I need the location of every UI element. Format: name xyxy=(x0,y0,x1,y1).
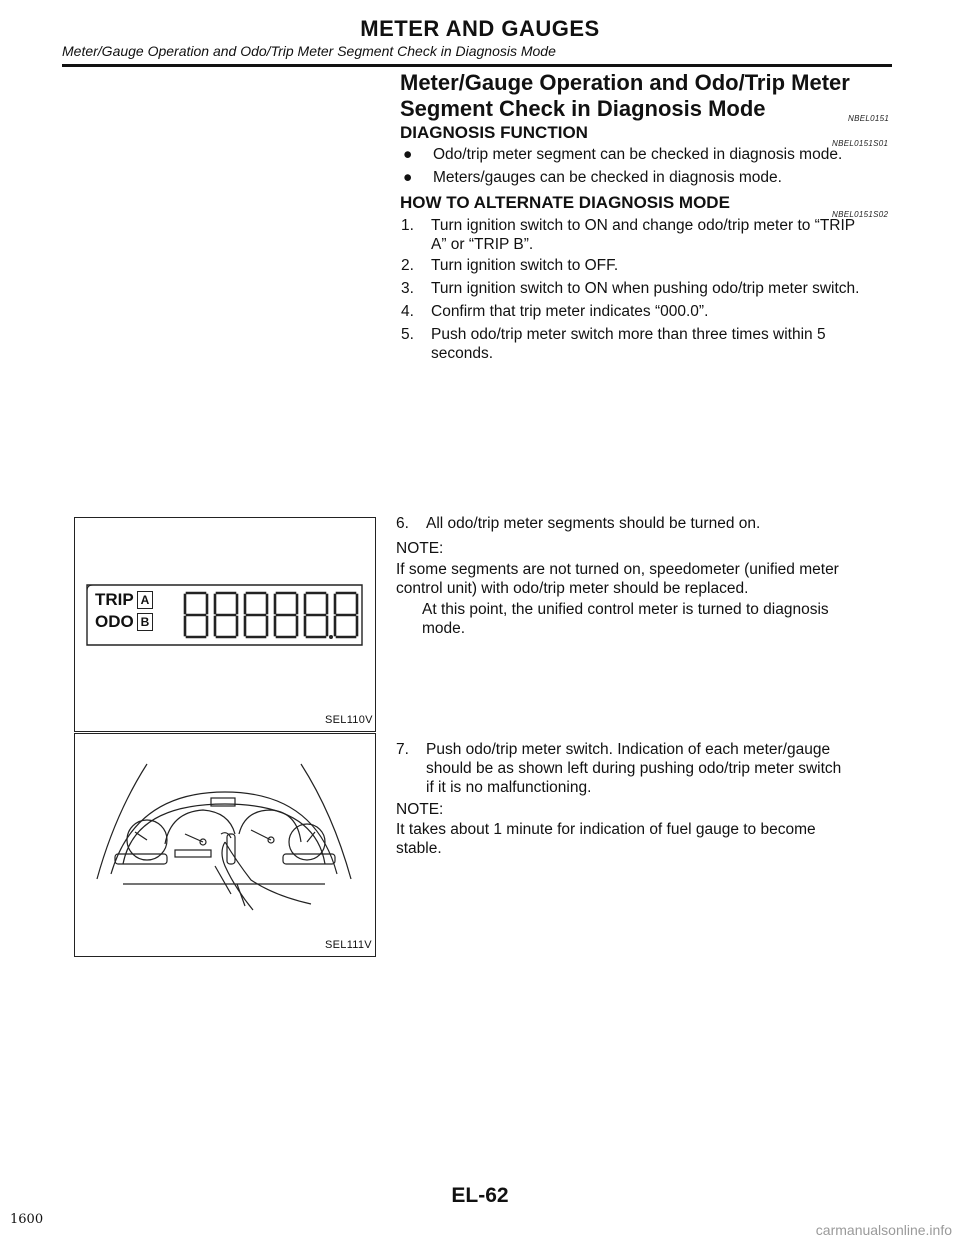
step-number: 3. xyxy=(401,280,414,297)
page-number: EL-62 xyxy=(451,1184,509,1207)
page-header-subtitle: Meter/Gauge Operation and Odo/Trip Meter Segment Check in Diagnosis Mode xyxy=(62,43,556,59)
step-item xyxy=(401,279,893,299)
diagnosis-mode-statement xyxy=(422,600,894,638)
step-text-line1: Confirm that trip meter indicates “000.0”. xyxy=(431,303,709,320)
section-title-line1: Meter/Gauge Operation and Odo/Trip Meter xyxy=(400,70,850,95)
step-number: 7. xyxy=(396,741,409,758)
section-code: NBEL0151 xyxy=(848,114,890,123)
statement-line1: At this point, the unified control meter is turned to diagnosis xyxy=(422,601,829,618)
section-title xyxy=(400,70,900,122)
note-line2: control unit) with odo/trip meter should be replaced. xyxy=(396,580,749,597)
step-item xyxy=(401,216,893,256)
bullet-icon: ● xyxy=(403,169,413,186)
note-line1: If some segments are not turned on, speedometer (unified meter xyxy=(396,561,839,578)
note-text xyxy=(396,560,896,598)
bullet-text: Meters/gauges can be checked in diagnosis mode. xyxy=(433,169,782,186)
step-text-line1: Turn ignition switch to ON and change odo/trip meter to “TRIP xyxy=(431,217,856,234)
watermark: carmanualsonline.info xyxy=(815,1222,952,1238)
step-number: 1. xyxy=(401,217,414,234)
bullet-item xyxy=(403,145,895,165)
step-item xyxy=(401,302,893,322)
bullet-text: Odo/trip meter segment can be checked in diagnosis mode. xyxy=(433,146,843,163)
step-text-line1: Turn ignition switch to OFF. xyxy=(431,257,619,274)
note-text xyxy=(396,820,896,858)
step-text-line1: Push odo/trip meter switch. Indication of each meter/gauge xyxy=(426,741,831,758)
seven-segment-digits xyxy=(185,593,357,639)
trip-a-box: A xyxy=(137,591,153,609)
alternate-mode-heading: HOW TO ALTERNATE DIAGNOSIS MODE xyxy=(400,193,730,212)
page-header-title: METER AND GAUGES xyxy=(360,16,600,41)
step-number: 6. xyxy=(396,515,409,532)
note-label: NOTE: xyxy=(396,540,444,557)
figure-instrument-cluster xyxy=(74,733,376,957)
step-number: 4. xyxy=(401,303,414,320)
header-rule xyxy=(62,64,892,67)
figure-odo-trip-display xyxy=(74,517,376,732)
bullet-icon: ● xyxy=(403,146,413,163)
step-item xyxy=(401,325,893,365)
step-item xyxy=(396,514,896,534)
alternate-mode-code: NBEL0151S02 xyxy=(832,210,889,219)
decimal-point xyxy=(329,635,333,639)
instrument-cluster-illustration xyxy=(75,734,375,956)
figure2-label: SEL111V xyxy=(325,939,372,951)
step-number: 2. xyxy=(401,257,414,274)
step-number: 5. xyxy=(401,326,414,343)
step-item xyxy=(396,740,896,800)
section-title-line2: Segment Check in Diagnosis Mode xyxy=(400,96,766,121)
bullet-item xyxy=(403,168,895,188)
step-text-line2: A” or “TRIP B”. xyxy=(431,236,534,253)
odo-b-box: B xyxy=(137,613,153,631)
note-line2: stable. xyxy=(396,840,442,857)
step-text-line2: should be as shown left during pushing odo/trip meter switch xyxy=(426,760,842,777)
note-line1: It takes about 1 minute for indication of fuel gauge to become xyxy=(396,821,816,838)
step-item xyxy=(401,256,893,276)
step-text-line1: All odo/trip meter segments should be turned on. xyxy=(426,515,761,532)
diagnosis-function-code: NBEL0151S01 xyxy=(832,139,889,148)
note-label: NOTE: xyxy=(396,801,444,818)
step-text-line1: Turn ignition switch to ON when pushing odo/trip meter switch. xyxy=(431,280,860,297)
trip-label: TRIP xyxy=(95,590,134,609)
odo-label: ODO xyxy=(95,612,134,631)
manual-page-index: 1600 xyxy=(10,1212,44,1227)
step-text-line3: if it is no malfunctioning. xyxy=(426,779,592,796)
diagnosis-function-heading: DIAGNOSIS FUNCTION xyxy=(400,123,588,142)
step-text-line2: seconds. xyxy=(431,345,494,362)
step-text-line1: Push odo/trip meter switch more than three times within 5 xyxy=(431,326,826,343)
statement-line2: mode. xyxy=(422,620,466,637)
figure1-label: SEL110V xyxy=(325,714,373,726)
